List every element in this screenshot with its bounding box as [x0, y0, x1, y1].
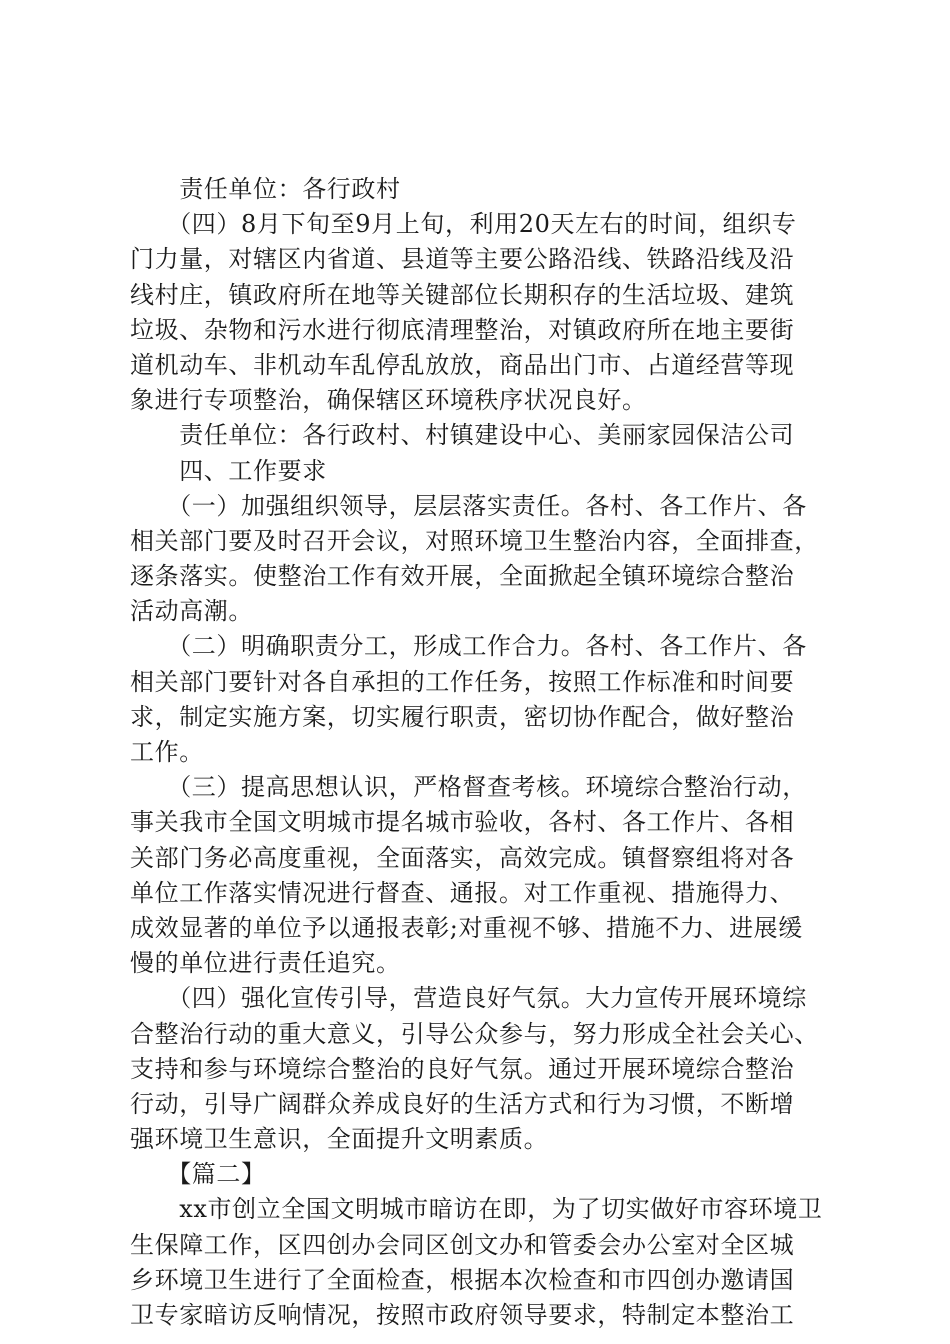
text-line: 象进行专项整治，确保辖区环境秩序状况良好。 [130, 386, 647, 415]
text-line: （四）8月下旬至9月上旬，利用20天左右的时间，组织专 [130, 210, 797, 239]
text-line: 合整治行动的重大意义，引导公众参与，努力形成全社会关心、 [130, 1019, 819, 1048]
text-line: 求，制定实施方案，切实履行职责，密切协作配合，做好整治 [130, 702, 795, 731]
text-line: 责任单位：各行政村 [130, 175, 401, 203]
text-line: （四）强化宣传引导，营造良好气氛。大力宣传开展环境综 [130, 984, 807, 1013]
section-heading: 【篇二】 [130, 1160, 266, 1189]
text-line: 事关我市全国文明城市提名城市验收，各村、各工作片、各相 [130, 808, 795, 837]
text-line: 单位工作落实情况进行督查、通报。对工作重视、措施得力、 [130, 878, 795, 907]
text-line: xx市创立全国文明城市暗访在即，为了切实做好市容环境卫 [130, 1195, 823, 1224]
text-line: 线村庄，镇政府所在地等关键部位长期积存的生活垃圾、建筑 [130, 280, 795, 309]
text-line: 支持和参与环境综合整治的良好气氛。通过开展环境综合整治 [130, 1054, 795, 1083]
text-line: 行动，引导广阔群众养成良好的生活方式和行为习惯，不断增 [130, 1089, 795, 1118]
text-line: 垃圾、杂物和污水进行彻底清理整治，对镇政府所在地主要街 [130, 315, 795, 344]
text-line: 成效显著的单位予以通报表彰;对重视不够、措施不力、进展缓 [130, 913, 803, 942]
text-line: 强环境卫生意识，全面提升文明素质。 [130, 1125, 549, 1154]
text-line: 乡环境卫生进行了全面检查，根据本次检查和市四创办邀请国 [130, 1265, 795, 1294]
text-line: 道机动车、非机动车乱停乱放放，商品出门市、占道经营等现 [130, 350, 795, 379]
text-line: 慢的单位进行责任追究。 [130, 949, 401, 978]
text-line: 相关部门要及时召开会议，对照环境卫生整治内容，全面排查， [130, 526, 819, 555]
text-line: 相关部门要针对各自承担的工作任务，按照工作标准和时间要 [130, 667, 795, 696]
document-body [130, 172, 830, 1333]
text-line: （一）加强组织领导，层层落实责任。各村、各工作片、各 [130, 491, 807, 520]
text-line: （三）提高思想认识，严格督查考核。环境综合整治行动， [130, 773, 807, 802]
text-line: 活动高潮。 [130, 597, 253, 626]
text-line: 生保障工作，区四创办会同区创文办和管委会办公室对全区城 [130, 1230, 795, 1259]
text-line: 关部门务必高度重视，全面落实，高效完成。镇督察组将对各 [130, 843, 795, 872]
text-line: 卫专家暗访反响情况，按照市政府领导要求，特制定本整治工 [130, 1301, 795, 1329]
text-line: （二）明确职责分工，形成工作合力。各村、各工作片、各 [130, 632, 807, 661]
text-line: 责任单位：各行政村、村镇建设中心、美丽家园保洁公司 [130, 421, 795, 450]
section-heading: 四、工作要求 [130, 456, 327, 485]
text-line: 工作。 [130, 738, 204, 766]
text-line: 门力量，对辖区内省道、县道等主要公路沿线、铁路沿线及沿 [130, 245, 795, 274]
text-line: 逐条落实。使整治工作有效开展，全面掀起全镇环境综合整治 [130, 562, 795, 591]
